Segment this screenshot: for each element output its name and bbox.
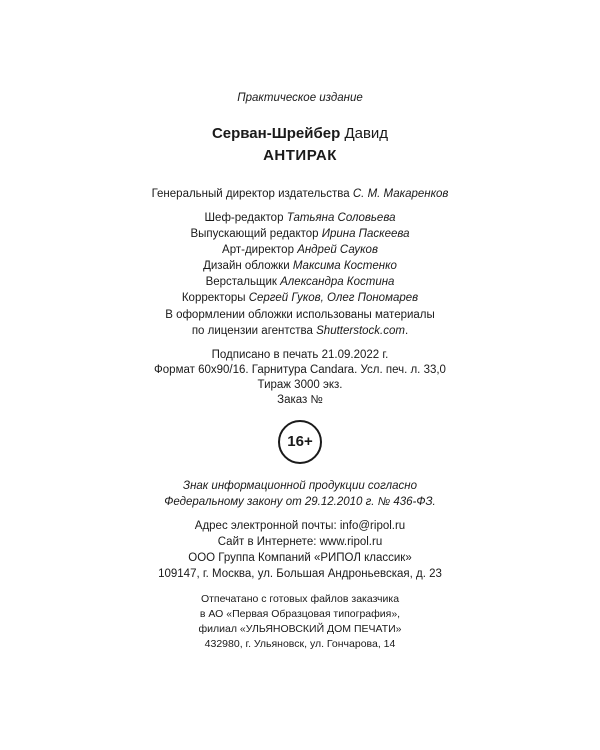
staff-person: Ирина Паскеева: [321, 228, 410, 240]
law-note-line2: Федеральному закону от 29.12.2010 г. № 436-ФЗ.: [164, 496, 436, 508]
author-surname: Серван-Шрейбер: [211, 125, 341, 142]
print-order: Заказ №: [277, 394, 323, 406]
staff-person: Александра Костина: [280, 276, 395, 288]
edition-type: Практическое издание: [237, 92, 363, 104]
printer-line1: Отпечатано с готовых файлов заказчика: [200, 593, 400, 605]
staff-row: [0, 226, 600, 242]
company-address: 109147, г. Москва, ул. Большая Андроньевская, д. 23: [158, 568, 442, 580]
staff-person: Татьяна Соловьева: [286, 212, 396, 224]
staff-list: [0, 210, 600, 306]
age-rating-badge: 16+: [278, 420, 322, 464]
law-note: [0, 478, 600, 510]
print-format: Формат 60x90/16. Гарнитура Candara. Усл. печ. л. 33,0: [154, 364, 446, 376]
print-signed: Подписано в печать 21.09.2022 г.: [211, 349, 389, 361]
cover-credits: [0, 307, 600, 339]
staff-row: [0, 210, 600, 226]
cover-note-prefix: по лицензии агентства: [191, 325, 313, 337]
staff-person: Максима Костенко: [292, 260, 397, 272]
staff-role: Шеф-редактор: [204, 212, 284, 224]
cover-note-line1: В оформлении обложки использованы материалы: [165, 309, 435, 321]
law-note-line1: Знак информационной продукции согласно: [183, 480, 417, 492]
cover-agency: Shutterstock.com: [316, 325, 405, 337]
printer-line4: 432980, г. Ульяновск, ул. Гончарова, 14: [204, 638, 396, 650]
staff-role: Корректоры: [181, 292, 246, 304]
staff-row: [0, 242, 600, 258]
print-info: [0, 348, 600, 408]
author-line: [0, 124, 600, 144]
printer-line3: филиал «УЛЬЯНОВСКИЙ ДОМ ПЕЧАТИ»: [198, 623, 402, 635]
staff-person: Андрей Сауков: [297, 244, 378, 256]
staff-role: Арт-директор: [222, 244, 294, 256]
print-run: Тираж 3000 экз.: [257, 379, 343, 391]
cover-note-suffix: .: [404, 325, 409, 337]
contact-email: Адрес электронной почты: info@ripol.ru: [194, 520, 406, 532]
cover-note-line2: [0, 323, 600, 339]
staff-row: [0, 258, 600, 274]
staff-role: Верстальщик: [205, 276, 277, 288]
printer-line2: в АО «Первая Образцовая типография»,: [199, 608, 401, 620]
director-person: С. М. Макаренков: [352, 188, 449, 200]
director-role: Генеральный директор издательства: [151, 188, 350, 200]
staff-role: Дизайн обложки: [203, 260, 290, 272]
age-rating-container: [0, 420, 600, 464]
staff-role: Выпускающий редактор: [190, 228, 319, 240]
book-title: АНТИРАК: [263, 147, 337, 164]
director-line: [0, 186, 600, 202]
contacts: [0, 518, 600, 550]
staff-person: Сергей Гуков, Олег Пономарев: [248, 292, 419, 304]
staff-row: [0, 274, 600, 290]
staff-row: [0, 290, 600, 306]
contact-site: Сайт в Интернете: www.ripol.ru: [217, 536, 383, 548]
printer-info: [0, 592, 600, 652]
publisher-company: [0, 550, 600, 582]
author-name: Давид: [344, 125, 389, 142]
company-name: ООО Группа Компаний «РИПОЛ классик»: [188, 552, 412, 564]
